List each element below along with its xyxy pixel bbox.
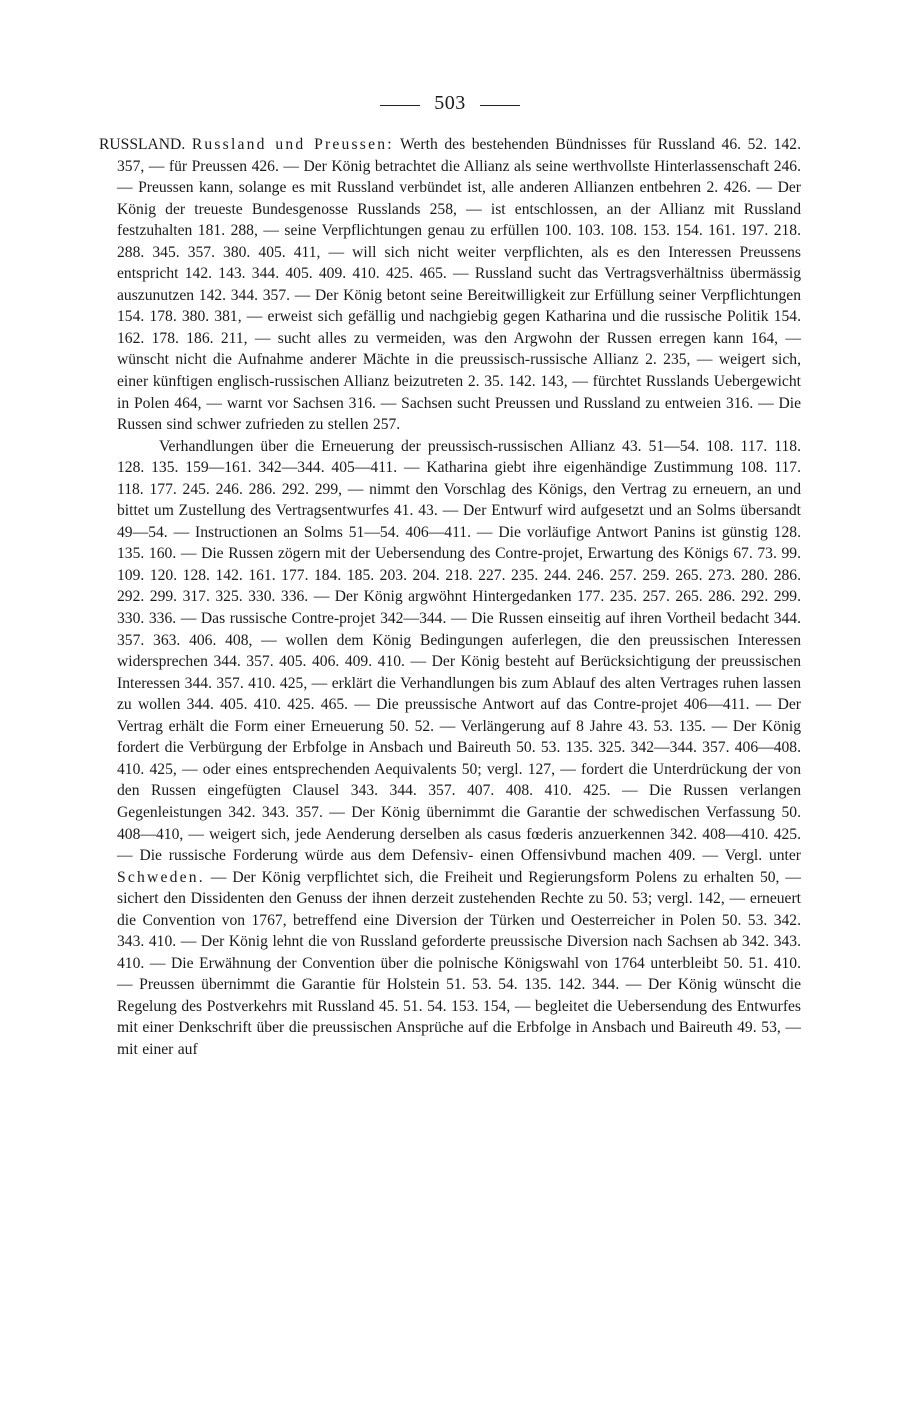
negotiations-paragraph bbox=[117, 436, 801, 1061]
page-header bbox=[0, 88, 900, 118]
index-entry-paragraph bbox=[99, 134, 801, 436]
header-dash-right bbox=[480, 105, 520, 106]
entry-subheading: Russland und Preussen: bbox=[191, 136, 394, 153]
page-number: 503 bbox=[434, 91, 466, 114]
entry-text: Werth des bestehenden Bündnisses für Russland 46. 52. 142. 357, — für Preussen 426. — Der König betrachtet die Allianz als seine werthvollste Hinterlassenschaft 246. — Preussen kann, solange es mit Russland verbündet ist, alle anderen Allianzen entbehren 2. 426. — Der König der treueste Bundesgenosse Russlands 258, — ist entschlossen, an der Allianz mit Russland festzuhalten 181. 288, — seine Verpflichtungen genau zu erfüllen 100. 103. 108. 153. 154. 161. 197. 218. 288. 345. 357. 380. 405. 411, — will sich nicht weiter verpflichten, als es den Interessen Preussens entspricht 142. 143. 344. 405. 409. 410. 425. 465. — Russland sucht das Vertragsverhältniss übermässig auszunutzen 142. 344. 357. — Der König betont seine Bereitwilligkeit zur Erfüllung seiner Verpflichtungen 154. 178. 380. 381, — erweist sich gefällig und nachgiebig gegen Katharina und die russische Politik 154. 162. 178. 186. 211, — sucht alles zu vermeiden, was den Argwohn der Russen erregen kann 164, — wünscht nicht die Aufnahme anderer Mächte in die preussisch-russische Allianz 2. 235, — weigert sich, einer künftigen englisch-russischen Allianz beizutreten 2. 35. 142. 143, — fürchtet Russlands Uebergewicht in Polen 464, — warnt vor Sachsen 316. — Sachsen sucht Preussen und Russland zu entweien 316. — Die Russen sind schwer zufrieden zu stellen 257. bbox=[117, 136, 801, 434]
entry-heading: RUSSLAND. bbox=[99, 136, 186, 153]
paragraph-text-part2: — Der König verpflichtet sich, die Freiheit und Regierungsform Polens zu erhalten 50, — sichert den Dissidenten den Genuss der ihnen derzeit zustehenden Rechte zu 50. 53; vergl. 142, — erneuert die Convention von 1767, betreffend eine Diversion der Türken und Oesterreicher in Polen 50. 53. 342. 343. 410. — Der König lehnt die von Russland geforderte preussische Diversion nach Sachsen ab 342. 343. 410. — Die Erwähnung der Convention über die polnische Königswahl von 1764 unterbleibt 50. 51. 410. — Preussen übernimmt die Garantie für Holstein 51. 53. 54. 135. 142. 344. — Der König wünscht die Regelung des Postverkehrs mit Russland 45. 51. 54. 153. 154, — begleitet die Uebersendung des Entwurfes mit einer Denkschrift über die preussischen Ansprüche auf die Erbfolge in Ansbach und Baireuth 49. 53, — mit einer auf bbox=[117, 868, 801, 1058]
header-dash-left bbox=[380, 105, 420, 106]
paragraph-text-part1: Verhandlungen über die Erneuerung der preussisch-russischen Allianz 43. 51—54. 108. 117. 118. 128. 135. 159—161. 342—344. 405—411. — Katharina giebt ihre eigenhändige Zustimmung 108. 117. 118. 177. 245. 246. 286. 292. 299, — nimmt den Vorschlag des Königs, den Vertrag zu erneuern, an und bittet um Zustellung des Vertragsentwurfes 41. 43. — Der Entwurf wird aufgesetzt und an Solms übersandt 49—54. — Instructionen an Solms 51—54. 406—411. — Die vorläufige Antwort Panins ist günstig 128. 135. 160. — Die Russen zögern mit der Uebersendung des Contre-projet, Erwartung des Königs 67. 73. 99. 109. 120. 128. 142. 161. 177. 184. 185. 203. 204. 218. 227. 235. 244. 246. 257. 259. 265. 273. 280. 286. 292. 299. 317. 325. 330. 336. — Der König argwöhnt Hintergedanken 177. 235. 257. 265. 286. 292. 299. 330. 336. — Das russische Contre-projet 342—344. — Die Russen einseitig auf ihren Vortheil bedacht 344. 357. 363. 406. 408, — wollen dem König Bedingungen auferlegen, die den preussischen Interessen widersprechen 344. 357. 405. 406. 409. 410. — Der König besteht auf Berücksichtigung der preussischen Interessen 344. 357. 410. 425, — erklärt die Verhandlungen bis zum Ablauf des alten Vertrages ruhen lassen zu wollen 344. 405. 410. 425. 465. — Die preussische Antwort auf das Contre-projet 406—411. — Der Vertrag erhält die Form einer Erneuerung 50. 52. — Verlängerung auf 8 Jahre 43. 53. 135. — Der König fordert die Verbürgung der Erbfolge in Ansbach und Baireuth 50. 53. 135. 325. 342—344. 357. 406—408. 410. 425, — oder eines entsprechenden Aequivalents 50; vergl. 127, — fordert die Unterdrückung der von den Russen eingefügten Clausel 343. 344. 357. 407. 408. 410. 425. — Die Russen verlangen Gegenleistungen 342. 343. 357. — Der König übernimmt die Garantie der schwedischen Verfassung 50. 408—410, — weigert sich, jede Aenderung derselben als casus fœderis anzuerkennen 342. 408—410. 425. — Die russische Forderung würde aus dem Defensiv- einen Offensivbund machen 409. — Vergl. unter bbox=[117, 437, 801, 865]
cross-reference-term: Schweden. bbox=[117, 868, 205, 886]
index-text-block bbox=[99, 134, 801, 1061]
